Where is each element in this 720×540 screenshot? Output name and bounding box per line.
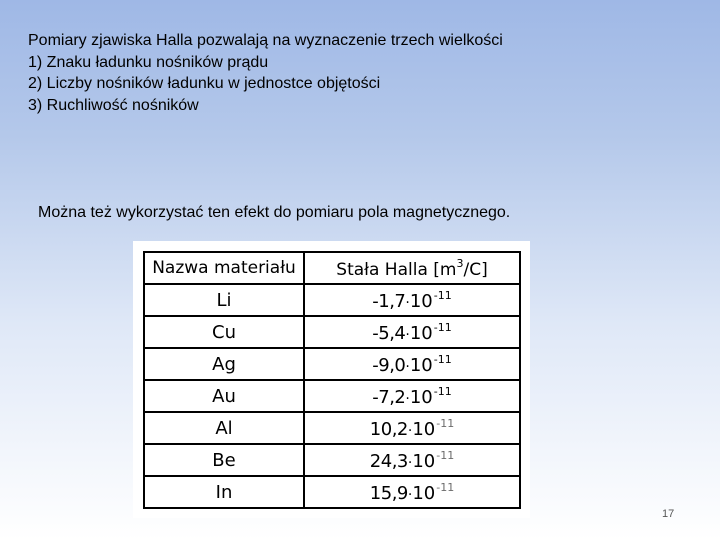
header-hall-constant-text: Stała Halla [m <box>336 259 457 280</box>
mantissa: -1,7 <box>372 290 406 312</box>
intro-line-title: Pomiary zjawiska Halla pozwalają na wyznaczenie trzech wielkości <box>28 32 503 49</box>
header-material: Nazwa materiału <box>144 252 304 284</box>
material-cell: Be <box>144 444 304 476</box>
power-base: 10 <box>409 386 433 408</box>
power-exponent: -11 <box>433 384 452 398</box>
table-row <box>144 380 520 412</box>
table-row <box>144 412 520 444</box>
multiply-dot: · <box>407 486 413 503</box>
power-exponent: -11 <box>436 448 455 462</box>
power-base: 10 <box>412 450 436 472</box>
multiply-dot: · <box>405 390 410 407</box>
multiply-dot: · <box>405 358 410 375</box>
power-base: 10 <box>409 354 433 376</box>
table-row <box>144 316 520 348</box>
multiply-dot: · <box>405 326 410 343</box>
power-base: 10 <box>412 418 436 440</box>
table-row <box>144 476 520 508</box>
material-cell: In <box>144 476 304 508</box>
mantissa: -5,4 <box>372 322 406 344</box>
material-cell: Al <box>144 412 304 444</box>
header-hall-constant <box>304 252 520 284</box>
table-row <box>144 348 520 380</box>
material-cell: Cu <box>144 316 304 348</box>
table-row <box>144 444 520 476</box>
power-exponent: -11 <box>433 352 452 366</box>
material-cell: Li <box>144 284 304 316</box>
material-cell: Au <box>144 380 304 412</box>
multiply-dot: · <box>405 294 410 311</box>
hall-constant-cell <box>304 444 520 476</box>
table-row <box>144 284 520 316</box>
mantissa: 15,9 <box>369 482 408 504</box>
header-unit-exponent: 3 <box>456 256 464 270</box>
hall-constant-cell <box>304 348 520 380</box>
multiply-dot: · <box>407 422 413 439</box>
hall-constant-cell <box>304 476 520 508</box>
power-exponent: -11 <box>433 320 452 334</box>
intro-line-2: 2) Liczby nośników ładunku w jednostce objętości <box>28 75 381 92</box>
multiply-dot: · <box>407 454 413 471</box>
mantissa: -9,0 <box>372 354 406 376</box>
intro-text <box>28 30 688 116</box>
hall-constant-cell <box>304 412 520 444</box>
hall-constant-cell <box>304 284 520 316</box>
mantissa: 10,2 <box>369 418 408 440</box>
power-exponent: -11 <box>433 288 452 302</box>
power-base: 10 <box>412 482 436 504</box>
power-exponent: -11 <box>436 416 455 430</box>
mantissa: 24,3 <box>369 450 408 472</box>
power-base: 10 <box>409 290 433 312</box>
hall-constant-cell <box>304 316 520 348</box>
magnetic-field-note: Można też wykorzystać ten efekt do pomiaru pola magnetycznego. <box>38 204 511 221</box>
intro-line-3: 3) Ruchliwość nośników <box>28 96 199 114</box>
hall-constant-table <box>143 251 521 509</box>
page-number: 17 <box>662 508 675 520</box>
mantissa: -7,2 <box>372 386 406 408</box>
material-cell: Ag <box>144 348 304 380</box>
power-exponent: -11 <box>436 480 455 494</box>
power-base: 10 <box>409 322 433 344</box>
table-header-row <box>144 252 520 284</box>
hall-constant-cell <box>304 380 520 412</box>
hall-constant-table-image <box>133 241 530 518</box>
header-unit-suffix: /C] <box>463 259 488 280</box>
intro-line-1: 1) Znaku ładunku nośników prądu <box>28 53 269 71</box>
